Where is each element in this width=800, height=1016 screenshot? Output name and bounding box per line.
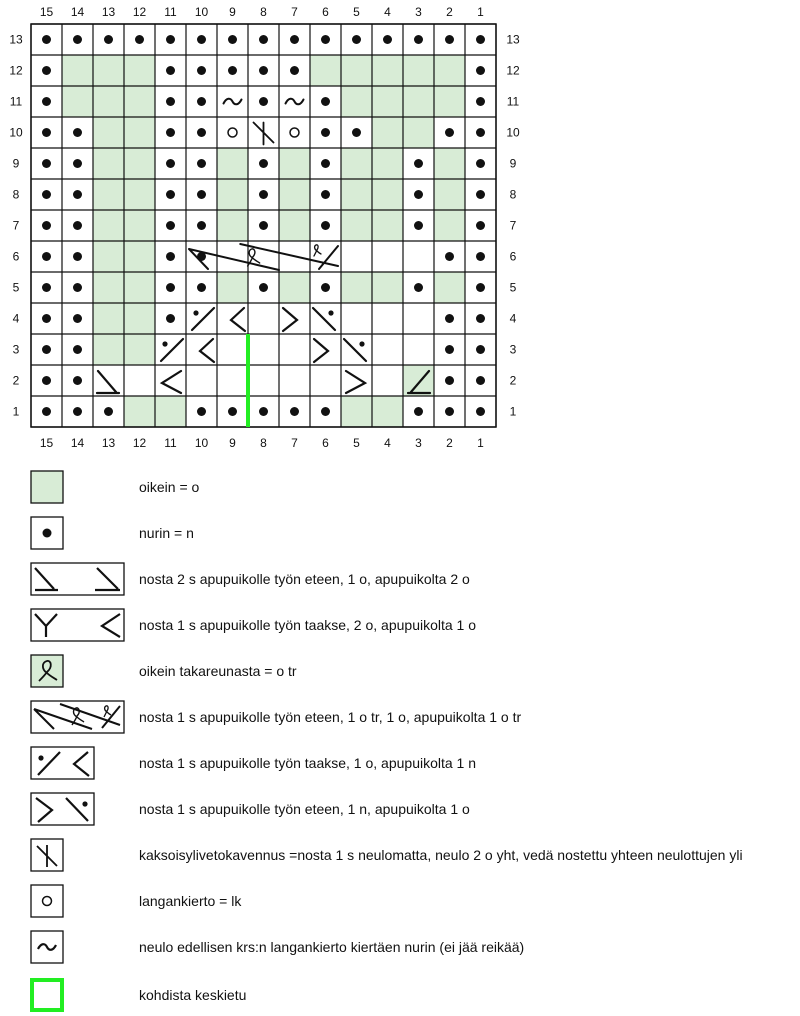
chart-cell: [217, 148, 248, 179]
purl-stitch: [197, 128, 206, 137]
knit-symbol-icon: [30, 470, 64, 504]
chart-cell: [341, 55, 372, 86]
cable-2-front-symbol-icon: [30, 562, 126, 596]
column-number-top: 11: [164, 5, 177, 19]
purl-stitch: [414, 35, 423, 44]
chart-cell: [62, 55, 93, 86]
center-marker-symbol-icon: [30, 978, 64, 1012]
chart-cell: [124, 210, 155, 241]
purl-stitch: [104, 407, 113, 416]
legend-text: nurin = n: [139, 525, 194, 541]
chart-cell: [217, 117, 248, 148]
purl-stitch: [166, 190, 175, 199]
chart-cell: [124, 241, 155, 272]
row-number-right: 11: [506, 94, 520, 109]
purl-stitch: [414, 221, 423, 230]
chart-cell: [279, 179, 310, 210]
purl-stitch: [321, 221, 330, 230]
purl-stitch: [228, 407, 237, 416]
purl-stitch: [321, 97, 330, 106]
row-number-right: 5: [509, 280, 517, 295]
purl-stitch: [259, 221, 268, 230]
row-number-left: 7: [12, 218, 20, 233]
legend-row-cable-1-back: [0, 607, 800, 643]
chart-cell: [372, 148, 403, 179]
purl-stitch: [445, 407, 454, 416]
chart-cell: [93, 241, 124, 272]
chart-cell: [341, 179, 372, 210]
column-number-top: 10: [194, 5, 209, 19]
chart-cell: [341, 148, 372, 179]
purl-stitch: [321, 35, 330, 44]
purl-stitch: [445, 345, 454, 354]
chart-cell: [155, 365, 186, 396]
chart-cell: [372, 365, 403, 396]
column-number-top: 8: [260, 5, 267, 19]
legend-text: nosta 2 s apupuikolle työn eteen, 1 o, apupuikolta 2 o: [139, 571, 470, 587]
chart-cell: [310, 55, 341, 86]
chart-cell: [248, 303, 279, 334]
legend-row-cable-tbl-front: [0, 699, 800, 735]
purl-stitch: [42, 376, 51, 385]
chart-cell: [372, 117, 403, 148]
purl-stitch: [73, 314, 82, 323]
purl-stitch: [290, 35, 299, 44]
legend-text: nosta 1 s apupuikolle työn eteen, 1 o tr, 1 o, apupuikolta 1 o tr: [139, 709, 522, 725]
purl-stitch: [259, 35, 268, 44]
chart-cell: [372, 86, 403, 117]
purl-stitch: [414, 407, 423, 416]
legend-row-twisted-knit: [0, 653, 800, 689]
purl-stitch: [321, 283, 330, 292]
chart-cell: [341, 241, 372, 272]
purl-stitch: [42, 283, 51, 292]
chart-cell: [124, 55, 155, 86]
chart-cell: [124, 365, 155, 396]
chart-cell: [217, 179, 248, 210]
cable-tbl-front-symbol-icon: [30, 700, 126, 734]
purl-stitch: [73, 376, 82, 385]
legend-text: oikein takareunasta = o tr: [139, 663, 297, 679]
knitting-chart: [0, 0, 800, 450]
legend-row-cable-purl-back: [0, 745, 800, 781]
chart-cell: [279, 334, 310, 365]
chart-cell: [341, 86, 372, 117]
purl-stitch: [476, 128, 485, 137]
chart-cell: [217, 210, 248, 241]
chart-cell: [434, 179, 465, 210]
column-number-top: 14: [70, 5, 85, 19]
purl-stitch: [42, 190, 51, 199]
legend-text: kaksoisylivetokavennus =nosta 1 s neulomatta, neulo 2 o yht, vedä nostettu yhteen neulottujen yli: [139, 847, 743, 863]
chart-cell: [341, 365, 372, 396]
row-number-left: 12: [9, 63, 23, 78]
chart-cell: [341, 272, 372, 303]
column-number-top: 7: [291, 5, 298, 19]
column-number-bottom: 12: [132, 436, 147, 450]
purl-stitch: [445, 314, 454, 323]
column-number-top: 3: [415, 5, 422, 19]
column-number-top: 5: [353, 5, 360, 19]
row-number-left: 6: [12, 249, 20, 264]
chart-cell: [279, 272, 310, 303]
purl-stitch: [166, 314, 175, 323]
purl-stitch: [73, 252, 82, 261]
chart-cell: [124, 396, 155, 427]
purl-stitch: [166, 221, 175, 230]
legend-text: langankierto = lk: [139, 893, 242, 909]
purl-stitch: [476, 376, 485, 385]
row-number-left: 3: [12, 342, 20, 357]
row-number-right: 12: [506, 63, 520, 78]
legend-row-purl: [0, 515, 800, 551]
purl-stitch: [290, 407, 299, 416]
row-number-right: 2: [509, 373, 517, 388]
purl-stitch: [321, 159, 330, 168]
chart-cell: [341, 210, 372, 241]
legend-text: nosta 1 s apupuikolle työn eteen, 1 n, apupuikolta 1 o: [139, 801, 470, 817]
purl-symbol-icon: [30, 516, 64, 550]
column-number-bottom: 10: [194, 436, 209, 450]
twisted-knit-symbol-icon: [30, 654, 64, 688]
purl-stitch: [259, 190, 268, 199]
purl-stitch: [476, 159, 485, 168]
legend-row-center-marker: [0, 977, 800, 1013]
chart-cell: [372, 303, 403, 334]
chart-cell: [93, 210, 124, 241]
chart-cell: [403, 303, 434, 334]
chart-cell: [372, 210, 403, 241]
purl-stitch: [476, 35, 485, 44]
row-number-right: 10: [506, 125, 520, 140]
purl-stitch: [476, 314, 485, 323]
column-number-bottom: 14: [70, 436, 85, 450]
row-number-right: 3: [509, 342, 517, 357]
chart-cell: [155, 396, 186, 427]
chart-cell: [93, 179, 124, 210]
purl-stitch: [445, 376, 454, 385]
purl-stitch: [228, 66, 237, 75]
purl-stitch: [42, 407, 51, 416]
chart-cell: [279, 117, 310, 148]
purl-stitch: [352, 128, 361, 137]
column-number-bottom: 4: [384, 436, 391, 450]
purl-stitch: [73, 221, 82, 230]
chart-cell: [124, 86, 155, 117]
column-number-bottom: 1: [477, 436, 484, 450]
column-number-bottom: 11: [164, 436, 177, 450]
legend-row-twisted-purl: [0, 929, 800, 965]
chart-cell: [434, 210, 465, 241]
row-number-left: 9: [12, 156, 20, 171]
legend-text: nosta 1 s apupuikolle työn taakse, 1 o, apupuikolta 1 n: [139, 755, 477, 771]
purl-stitch: [414, 283, 423, 292]
chart-cell: [248, 334, 279, 365]
chart-cell: [93, 117, 124, 148]
column-number-bottom: 8: [260, 436, 267, 450]
row-number-right: 7: [509, 218, 517, 233]
chart-cell: [341, 303, 372, 334]
chart-cell: [279, 365, 310, 396]
chart-cell: [124, 303, 155, 334]
purl-stitch: [414, 190, 423, 199]
column-number-bottom: 7: [291, 436, 298, 450]
column-number-bottom: 13: [101, 436, 116, 450]
purl-stitch: [42, 66, 51, 75]
chart-cell: [93, 334, 124, 365]
row-number-left: 1: [12, 404, 20, 419]
purl-stitch: [259, 407, 268, 416]
column-number-top: 13: [101, 5, 116, 19]
column-number-top: 4: [384, 5, 391, 19]
purl-stitch: [73, 128, 82, 137]
purl-stitch: [476, 221, 485, 230]
chart-cell: [93, 148, 124, 179]
purl-stitch: [73, 159, 82, 168]
chart-cell: [372, 241, 403, 272]
legend-row-double-decrease: [0, 837, 800, 873]
chart-cell: [372, 334, 403, 365]
purl-stitch: [383, 35, 392, 44]
chart-cell: [62, 86, 93, 117]
row-number-left: 5: [12, 280, 20, 295]
purl-stitch: [414, 159, 423, 168]
purl-stitch: [166, 128, 175, 137]
purl-stitch: [445, 128, 454, 137]
chart-cell: [124, 334, 155, 365]
chart-cell: [341, 396, 372, 427]
legend-row-yarn-over: [0, 883, 800, 919]
purl-stitch: [321, 190, 330, 199]
purl-stitch: [42, 252, 51, 261]
row-number-left: 10: [9, 125, 23, 140]
purl-stitch: [197, 35, 206, 44]
purl-stitch: [259, 66, 268, 75]
row-number-left: 4: [12, 311, 20, 326]
purl-stitch: [166, 252, 175, 261]
row-number-right: 6: [509, 249, 517, 264]
column-number-top: 12: [132, 5, 147, 19]
purl-stitch: [259, 97, 268, 106]
purl-stitch: [73, 407, 82, 416]
legend-text: neulo edellisen krs:n langankierto kiertäen nurin (ei jää reikää): [139, 939, 525, 955]
row-number-right: 13: [506, 32, 520, 47]
legend-row-cable-2-front: [0, 561, 800, 597]
chart-cell: [217, 334, 248, 365]
purl-stitch: [135, 35, 144, 44]
chart-cell: [93, 55, 124, 86]
legend-text: nosta 1 s apupuikolle työn taakse, 2 o, apupuikolta 1 o: [139, 617, 477, 633]
purl-stitch: [197, 66, 206, 75]
purl-stitch: [73, 345, 82, 354]
row-number-left: 13: [9, 32, 23, 47]
column-number-bottom: 15: [39, 436, 54, 450]
column-number-bottom: 5: [353, 436, 360, 450]
chart-cell: [372, 55, 403, 86]
column-number-bottom: 2: [446, 436, 453, 450]
column-number-top: 6: [322, 5, 329, 19]
purl-stitch: [42, 97, 51, 106]
chart-cell: [93, 272, 124, 303]
purl-stitch: [476, 407, 485, 416]
chart-cell: [217, 365, 248, 396]
purl-stitch: [476, 97, 485, 106]
chart-cell: [124, 179, 155, 210]
column-number-bottom: 9: [229, 436, 236, 450]
twisted-purl-symbol-icon: [30, 930, 64, 964]
purl-stitch: [197, 407, 206, 416]
chart-cell: [186, 365, 217, 396]
chart-cell: [248, 365, 279, 396]
chart-cell: [372, 396, 403, 427]
column-number-top: 1: [477, 5, 484, 19]
purl-stitch: [42, 35, 51, 44]
purl-stitch: [166, 283, 175, 292]
cable-1-back-symbol-icon: [30, 608, 126, 642]
row-number-right: 9: [509, 156, 517, 171]
purl-stitch: [445, 35, 454, 44]
chart-cell: [279, 210, 310, 241]
double-decrease-symbol-icon: [30, 838, 64, 872]
purl-stitch: [476, 283, 485, 292]
chart-cell: [124, 148, 155, 179]
cable-purl-front-symbol-icon: [30, 792, 96, 826]
chart-cell: [403, 55, 434, 86]
column-number-bottom: 6: [322, 436, 329, 450]
chart-cell: [403, 117, 434, 148]
purl-stitch: [352, 35, 361, 44]
row-number-left: 11: [9, 94, 23, 109]
purl-stitch: [476, 190, 485, 199]
column-number-top: 2: [446, 5, 453, 19]
row-number-right: 4: [509, 311, 517, 326]
purl-stitch: [73, 283, 82, 292]
row-number-right: 1: [509, 404, 517, 419]
purl-stitch: [42, 345, 51, 354]
purl-stitch: [42, 314, 51, 323]
purl-stitch: [321, 128, 330, 137]
cable-purl-dot: [328, 310, 333, 315]
cable-purl-back-symbol-icon: [30, 746, 96, 780]
chart-cell: [341, 334, 372, 365]
purl-stitch: [476, 252, 485, 261]
purl-stitch: [228, 35, 237, 44]
chart-cell: [93, 303, 124, 334]
cable-purl-dot: [359, 341, 364, 346]
purl-stitch: [166, 97, 175, 106]
purl-stitch: [73, 190, 82, 199]
chart-cell: [372, 179, 403, 210]
purl-stitch: [290, 66, 299, 75]
purl-stitch: [197, 97, 206, 106]
purl-stitch: [42, 159, 51, 168]
legend-row-cable-purl-front: [0, 791, 800, 827]
chart-cell: [155, 334, 186, 365]
chart-cell: [310, 365, 341, 396]
chart-cell: [403, 365, 434, 396]
chart-cell: [403, 86, 434, 117]
chart-cell: [403, 334, 434, 365]
purl-stitch: [321, 407, 330, 416]
purl-stitch: [445, 252, 454, 261]
purl-stitch: [197, 283, 206, 292]
chart-cell: [434, 55, 465, 86]
chart-cell: [279, 148, 310, 179]
chart-cell: [310, 303, 341, 334]
column-number-top: 9: [229, 5, 236, 19]
row-number-left: 8: [12, 187, 20, 202]
purl-stitch: [166, 66, 175, 75]
purl-stitch: [104, 35, 113, 44]
row-number-left: 2: [12, 373, 20, 388]
chart-cell: [434, 86, 465, 117]
row-number-right: 8: [509, 187, 517, 202]
chart-cell: [124, 272, 155, 303]
purl-stitch: [42, 221, 51, 230]
chart-cell: [434, 272, 465, 303]
legend-text: kohdista keskietu: [139, 987, 247, 1003]
chart-cell: [403, 241, 434, 272]
purl-stitch: [259, 159, 268, 168]
chart-cell: [93, 86, 124, 117]
purl-stitch: [197, 221, 206, 230]
purl-stitch: [166, 35, 175, 44]
chart-cell: [217, 272, 248, 303]
chart-cell: [186, 303, 217, 334]
purl-stitch: [259, 283, 268, 292]
purl-stitch: [73, 35, 82, 44]
purl-stitch: [166, 159, 175, 168]
column-number-top: 15: [39, 5, 54, 19]
chart-cell: [372, 272, 403, 303]
chart-cell: [434, 148, 465, 179]
legend-text: oikein = o: [139, 479, 200, 495]
cable-purl-dot: [162, 341, 167, 346]
purl-stitch: [42, 128, 51, 137]
yarn-over-symbol-icon: [30, 884, 64, 918]
legend-row-knit: [0, 469, 800, 505]
chart-cell: [93, 365, 124, 396]
purl-stitch: [197, 159, 206, 168]
purl-stitch: [476, 66, 485, 75]
chart-cell: [124, 117, 155, 148]
purl-stitch: [476, 345, 485, 354]
purl-stitch: [197, 190, 206, 199]
column-number-bottom: 3: [415, 436, 422, 450]
cable-purl-dot: [193, 310, 198, 315]
